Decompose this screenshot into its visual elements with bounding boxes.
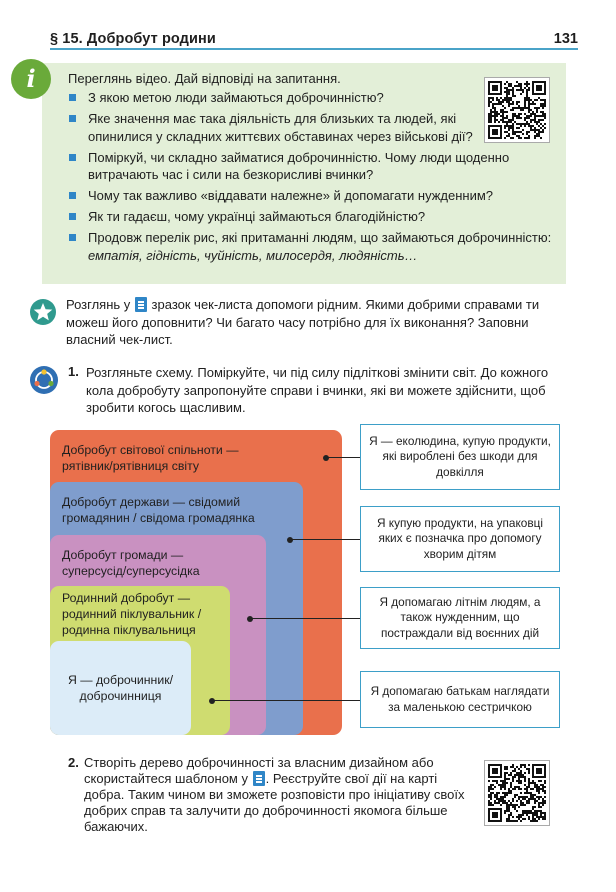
callout-text: Я — еколюдина, купую продукти, які вироблені без шкоди для довкілля	[369, 433, 551, 479]
header-rule	[50, 48, 578, 50]
connector-dot	[247, 616, 253, 622]
task-text-start: Створіть дерево доброчинності за власним дизайном або скористайтеся шаблоном у	[84, 755, 434, 786]
task-number: 2.	[68, 755, 79, 770]
question-text: Яке значення має така діяльність для близьких та людей, які опинилися у складних життєвих обставинах через військові дії?	[88, 110, 473, 144]
checklist-text-end: зразок чек-листа допомоги рідним. Якими добрими справами ти можеш його доповнити? Чи багато часу потрібно для їх виконання? Заповни власний чек-лист.	[66, 297, 540, 347]
connector-dot	[287, 537, 293, 543]
question-text: Поміркуй, чи складно займатися доброчинністю. Чому люди щоденно витрачають час і сили на безкорисливі вчинки?	[88, 149, 510, 183]
connector-line	[290, 539, 360, 540]
connector-dot	[209, 698, 215, 704]
task-text-end: . Реєструйте свої дії на карті добра. Таким чином ви зможете розповісти про ініціативу своїх добрих справ та залучити до доброчинності якомога більше бажаючих.	[84, 771, 465, 834]
ring-label: Родинний добробут — родинний піклувальник / родинна піклувальниця	[62, 591, 202, 637]
bullet-icon	[69, 192, 76, 199]
task-text: Розгляньте схему. Поміркуйте, чи під силу підліткові змінити світ. До кожного кола добробуту запропонуйте справи і вчинки, які ви можете здійснити, щоб зробити когось щасливим.	[86, 365, 549, 416]
connector-dot	[323, 455, 329, 461]
callout-text: Я купую продукти, на упаковці яких є позначка про допомогу хворим дітям	[377, 515, 543, 561]
bullet-icon	[69, 213, 76, 220]
task-number: 1.	[68, 364, 79, 379]
callout-box	[360, 671, 560, 728]
question-text: З якою метою люди займаються доброчинністю?	[88, 90, 384, 105]
connector-line	[250, 618, 360, 619]
bullet-icon	[69, 115, 76, 122]
list-item	[68, 187, 562, 205]
document-icon[interactable]	[253, 771, 265, 786]
list-item	[68, 149, 562, 184]
bullet-icon	[69, 154, 76, 161]
callout-box	[360, 587, 560, 649]
ring-label: Я — доброчинник/ доброчинниця	[68, 673, 173, 703]
document-icon[interactable]	[135, 297, 147, 312]
list-item	[68, 110, 484, 145]
qr-code-video[interactable]	[484, 77, 550, 143]
checklist-task	[66, 296, 560, 349]
info-icon: i	[11, 59, 51, 99]
list-item	[68, 208, 562, 226]
star-icon	[30, 299, 56, 325]
task-text	[84, 755, 474, 835]
bullet-icon	[69, 94, 76, 101]
section-title: § 15. Добробут родини	[50, 31, 216, 47]
list-item	[68, 229, 562, 264]
question-text: Продовж перелік рис, які притаманні людям, що займаються доброчинністю:	[88, 230, 552, 246]
ring-label: Добробут держави — свідомий громадянин / свідома громадянка	[62, 495, 255, 525]
connector-line	[326, 457, 360, 458]
video-instruction: Переглянь відео. Дай відповіді на запитання.	[68, 71, 341, 86]
connector-line	[212, 700, 360, 701]
ring-label: Добробут громади — суперсусід/суперсусідка	[62, 548, 200, 578]
checklist-text-start: Розглянь у	[66, 297, 131, 312]
bullet-icon	[69, 234, 76, 241]
callout-text: Я допомагаю батькам наглядати за маленькою сестричкою	[370, 684, 550, 714]
traits-list: емпатія, гідність, чуйність, милосердя, людяність…	[88, 247, 418, 263]
question-text: Чому так важливо «віддавати належне» й допомагати нужденним?	[88, 188, 494, 204]
callout-box	[360, 424, 560, 490]
ring-label: Добробут світової спільноти — рятівник/рятівниця світу	[62, 443, 239, 473]
group-work-icon	[30, 366, 58, 394]
callout-box	[360, 506, 560, 572]
callout-text: Я допомагаю літнім людям, а також нужденним, що постраждали від воєнних дій	[379, 594, 541, 640]
qr-code-template[interactable]	[484, 760, 550, 826]
question-text: Як ти гадаєш, чому українці займаються благодійністю?	[88, 209, 426, 225]
page-number: 131	[553, 31, 578, 47]
